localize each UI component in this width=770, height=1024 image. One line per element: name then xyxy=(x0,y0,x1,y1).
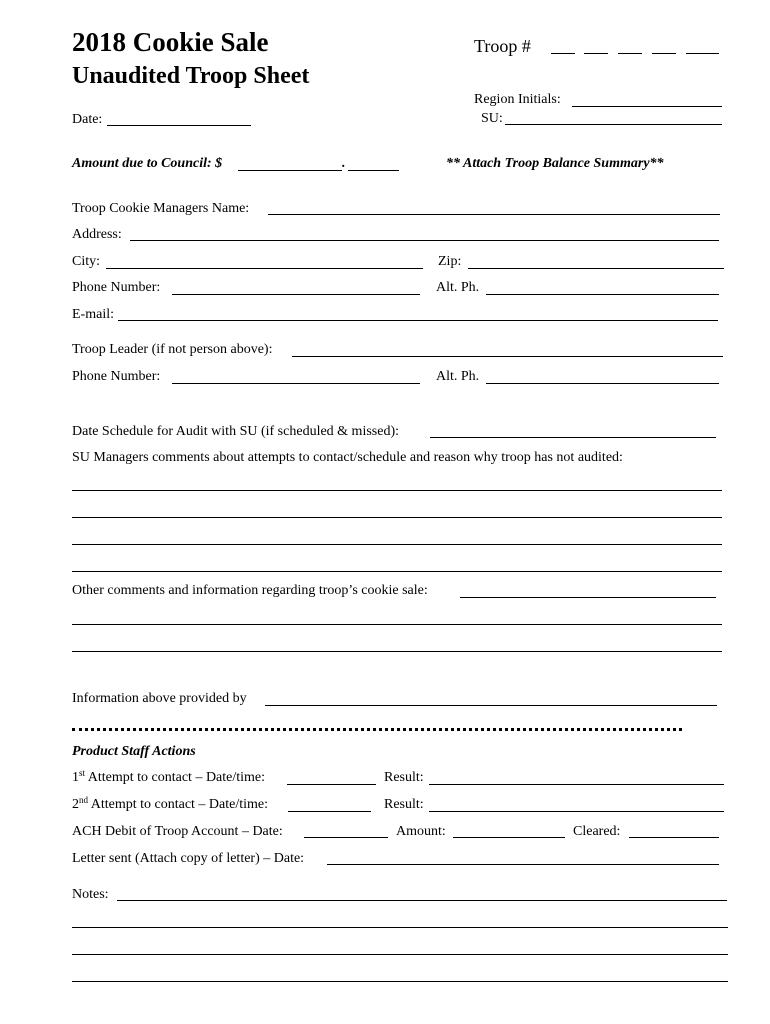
managers-name-label: Troop Cookie Managers Name: xyxy=(72,201,250,216)
alt-phone-label: Alt. Ph. xyxy=(436,280,480,295)
leader-phone-label: Phone Number: xyxy=(72,369,161,384)
ach-debit-label: ACH Debit of Troop Account – Date: xyxy=(72,824,283,839)
su-comments-line[interactable] xyxy=(72,517,722,518)
other-comments-line[interactable] xyxy=(72,651,722,652)
ach-amount-label: Amount: xyxy=(396,824,446,839)
audit-schedule-field[interactable] xyxy=(430,437,716,438)
attempt1-label: 1st Attempt to contact – Date/time: xyxy=(72,768,266,785)
letter-sent-field[interactable] xyxy=(327,864,719,865)
leader-phone-field[interactable] xyxy=(172,383,420,384)
zip-field[interactable] xyxy=(468,268,724,269)
su-comments-line[interactable] xyxy=(72,571,722,572)
su-comments-line[interactable] xyxy=(72,544,722,545)
phone-label: Phone Number: xyxy=(72,280,161,295)
troop-leader-label: Troop Leader (if not person above): xyxy=(72,342,273,357)
amount-due-label: Amount due to Council: $ xyxy=(72,156,223,171)
ach-amount-field[interactable] xyxy=(453,837,565,838)
staff-actions-heading: Product Staff Actions xyxy=(72,744,196,759)
notes-line[interactable] xyxy=(72,981,728,982)
attempt2-result-field[interactable] xyxy=(429,811,724,812)
su-comments-label: SU Managers comments about attempts to contact/schedule and reason why troop has not audited: xyxy=(72,450,623,465)
notes-label: Notes: xyxy=(72,887,109,902)
ach-date-field[interactable] xyxy=(304,837,388,838)
letter-sent-label: Letter sent (Attach copy of letter) – Date: xyxy=(72,851,305,866)
region-initials-field[interactable] xyxy=(572,106,722,107)
attempt2-date-field[interactable] xyxy=(288,811,371,812)
form-title: 2018 Cookie Sale xyxy=(72,27,269,57)
email-field[interactable] xyxy=(118,320,718,321)
ach-cleared-field[interactable] xyxy=(629,837,719,838)
date-field[interactable] xyxy=(107,125,251,126)
phone-field[interactable] xyxy=(172,294,420,295)
attempt2-result-label: Result: xyxy=(384,797,424,812)
attempt1-result-field[interactable] xyxy=(429,784,724,785)
troop-leader-field[interactable] xyxy=(292,356,723,357)
attempt1-date-field[interactable] xyxy=(287,784,376,785)
attempt1-result-label: Result: xyxy=(384,770,424,785)
zip-label: Zip: xyxy=(438,254,462,269)
alt-phone-field[interactable] xyxy=(486,294,719,295)
leader-alt-phone-label: Alt. Ph. xyxy=(436,369,480,384)
attempt2-label: 2nd Attempt to contact – Date/time: xyxy=(72,795,269,812)
su-label: SU: xyxy=(481,111,503,126)
address-field[interactable] xyxy=(130,240,719,241)
city-label: City: xyxy=(72,254,101,269)
su-comments-line[interactable] xyxy=(72,490,722,491)
troop-number-label: Troop # xyxy=(474,36,531,56)
other-comments-field[interactable] xyxy=(460,597,716,598)
notes-line[interactable] xyxy=(72,954,728,955)
notes-line[interactable] xyxy=(72,927,728,928)
notes-field[interactable] xyxy=(117,900,727,901)
other-comments-label: Other comments and information regarding troop’s cookie sale: xyxy=(72,583,428,598)
managers-name-field[interactable] xyxy=(268,214,720,215)
provided-by-field[interactable] xyxy=(265,705,717,706)
address-label: Address: xyxy=(72,227,122,242)
attach-balance-note: ** Attach Troop Balance Summary** xyxy=(446,156,664,171)
section-divider xyxy=(72,728,682,731)
email-label: E-mail: xyxy=(72,307,114,322)
ach-cleared-label: Cleared: xyxy=(573,824,621,839)
date-label: Date: xyxy=(72,112,103,127)
form-subtitle: Unaudited Troop Sheet xyxy=(72,63,310,89)
region-initials-label: Region Initials: xyxy=(474,92,561,107)
provided-by-label: Information above provided by xyxy=(72,691,247,706)
city-field[interactable] xyxy=(106,268,423,269)
su-field[interactable] xyxy=(505,124,722,125)
other-comments-line[interactable] xyxy=(72,624,722,625)
audit-schedule-label: Date Schedule for Audit with SU (if scheduled & missed): xyxy=(72,424,399,439)
leader-alt-phone-field[interactable] xyxy=(486,383,719,384)
